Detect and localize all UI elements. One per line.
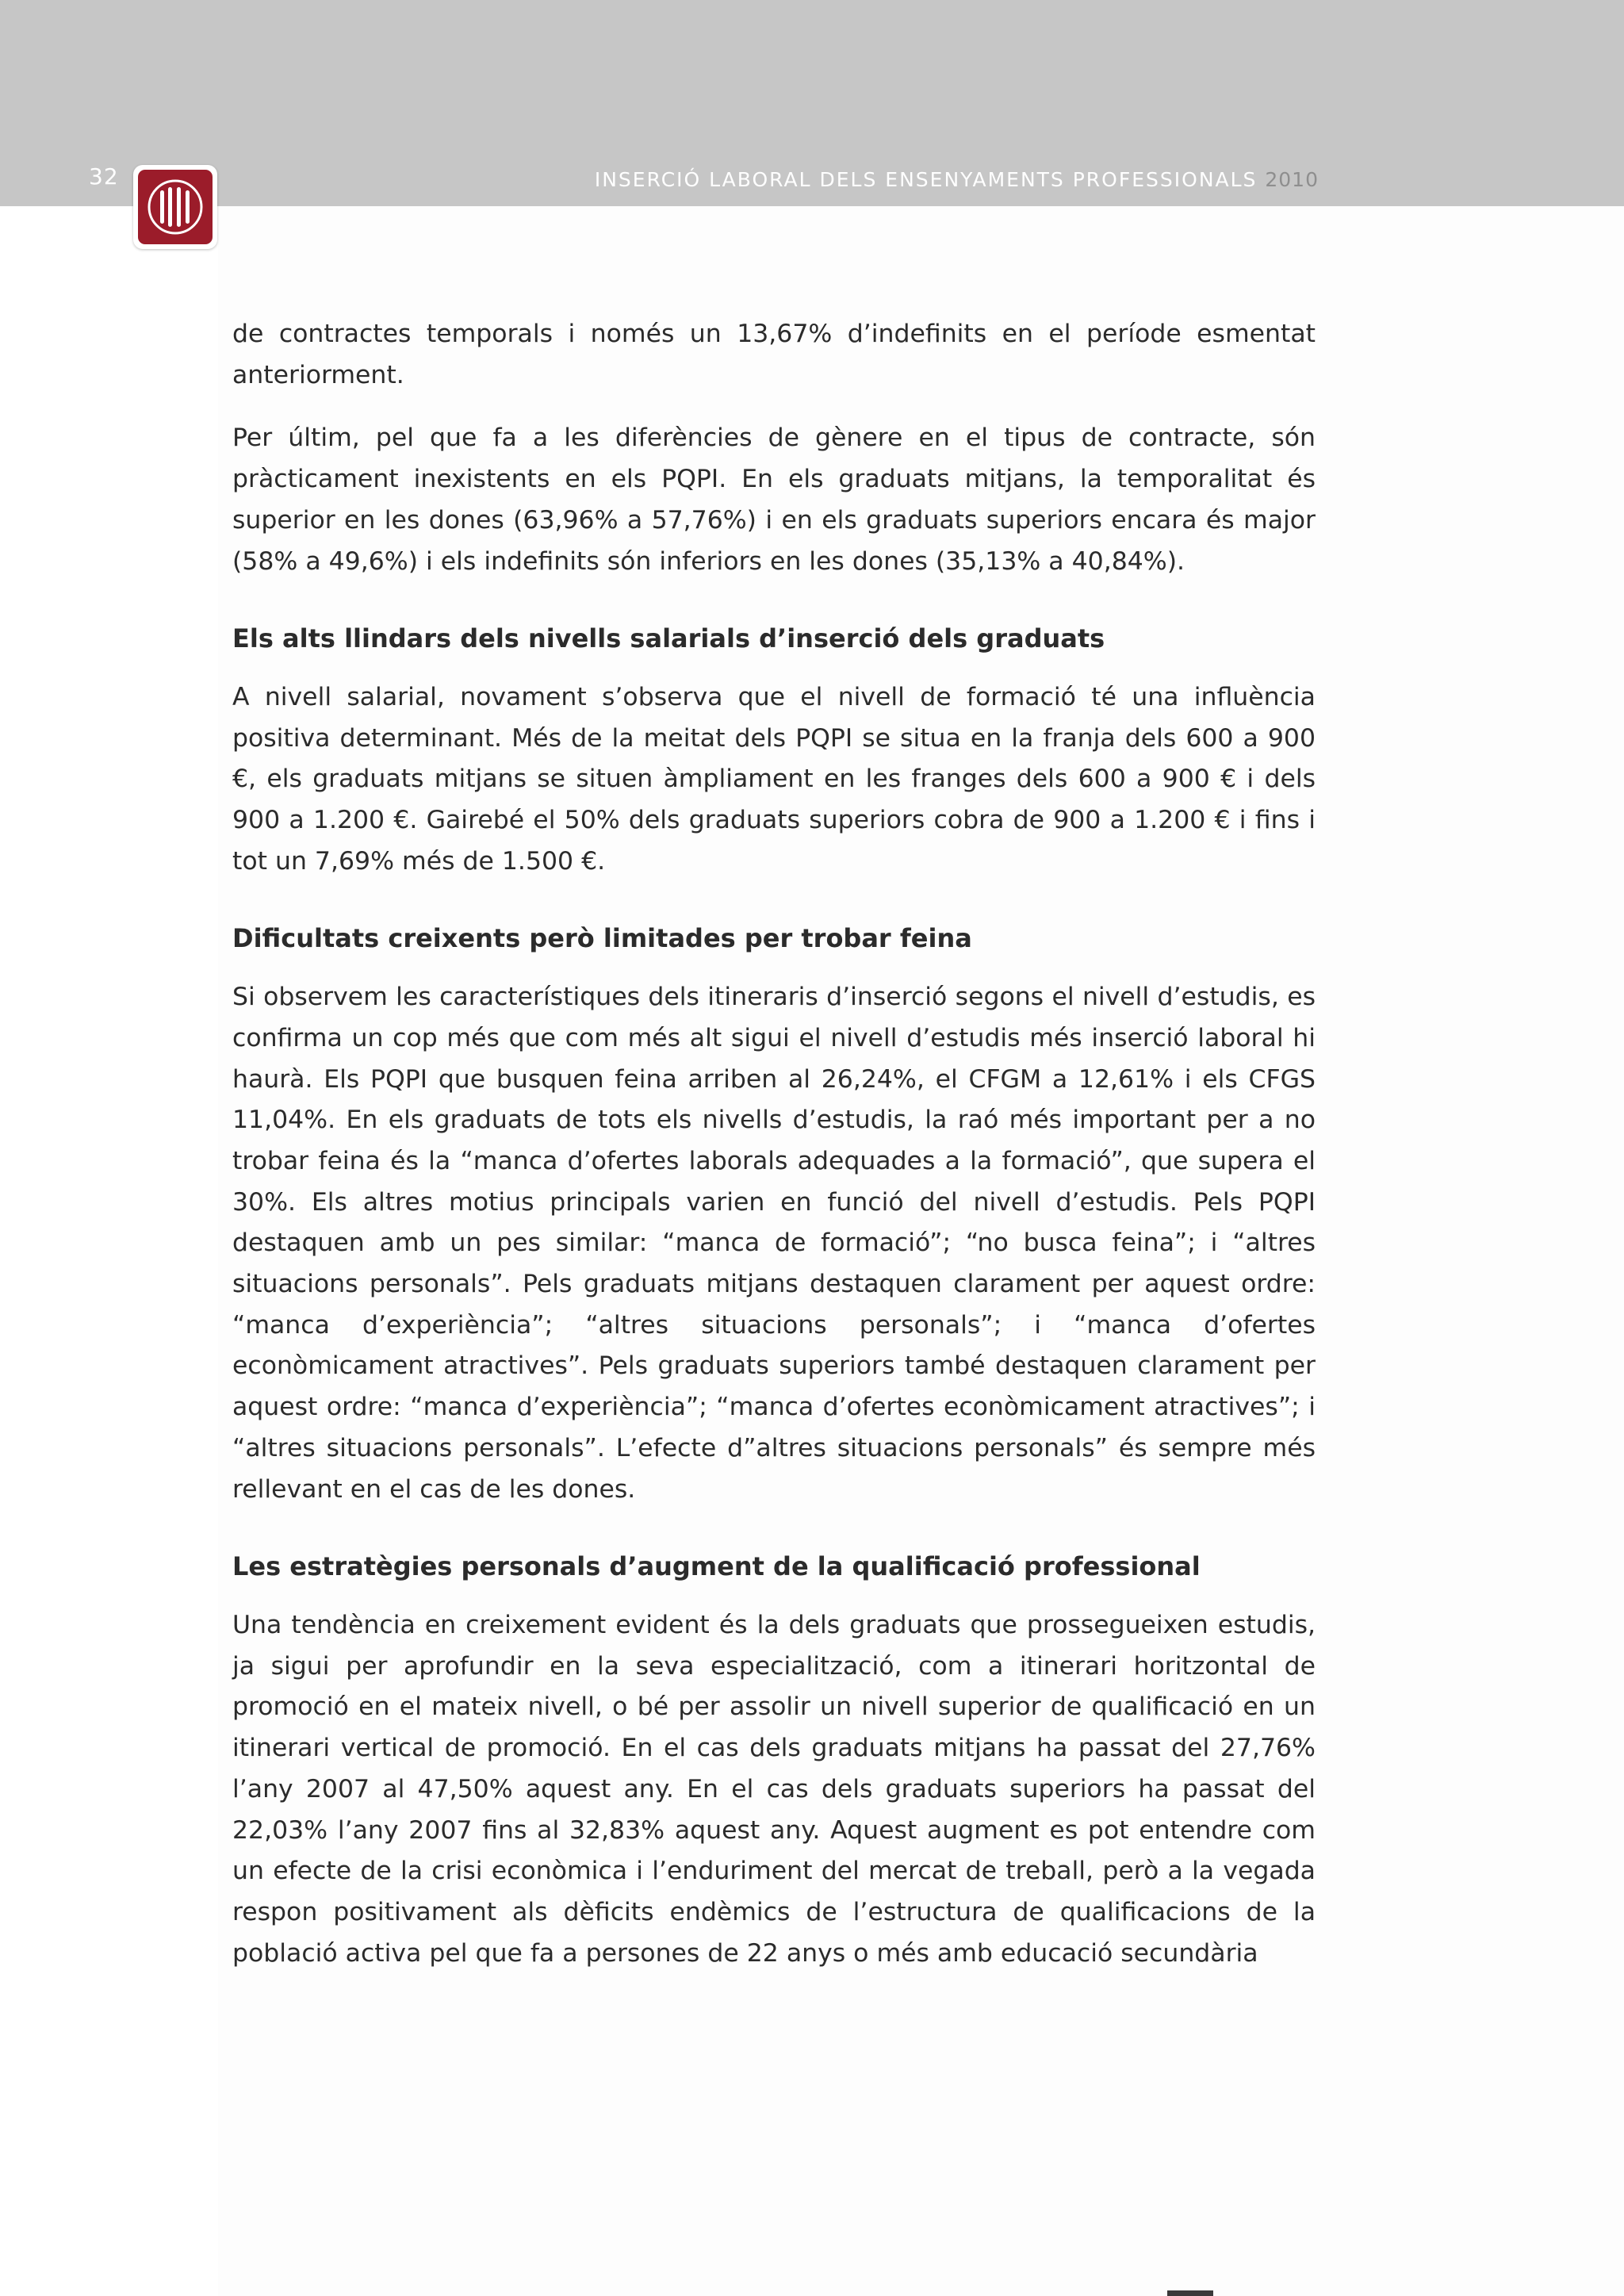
main-content xyxy=(232,314,1316,1974)
running-title-year: 2010 xyxy=(1265,168,1319,191)
seal-stripes-icon xyxy=(138,170,213,244)
paragraph-qualification: Una tendència en creixement evident és la dels graduats que prossegueixen estudis, ja sigui per aprofundir en la seva especialització, com a itinerari horitzontal de promoció en el mateix nivell, o bé per assolir un nivell superior de qualificació en un itinerari vertical de promoció. En el cas dels graduats mitjans ha passat del 27,76% l’any 2007 al 47,50% aquest any. En el cas dels graduats superiors ha passat del 22,03% l’any 2007 fins al 32,83% aquest any. Aquest augment es pot entendre com un efecte de la crisi econòmica i l’enduriment del mercat de treball, però a la vegada respon positivament als dèficits endèmics de l’estructura de qualificacions de la població activa pel que fa a persones de 22 anys o més amb educació secundària xyxy=(232,1610,1316,1968)
page-bottom-mark xyxy=(1167,2290,1213,2296)
heading-qualification-strategies: Les estratègies personals d’augment de la qualificació professional xyxy=(232,1551,1201,1582)
running-title-text: INSERCIÓ LABORAL DELS ENSENYAMENTS PROFESSIONALS xyxy=(594,168,1258,191)
paragraph-salary: A nivell salarial, novament s’observa que el nivell de formació té una influència positiva determinant. Més de la meitat dels PQPI se situa en la franja dels 600 a 900 €, els graduats mitjans se situen àmpliament en les franges dels 600 a 900 € i dels 900 a 1.200 €. Gairebé el 50% dels graduats superiors cobra de 900 a 1.200 € i fins i tot un 7,69% més de 1.500 €. xyxy=(232,682,1316,876)
catalan-government-seal-icon xyxy=(133,165,217,249)
heading-salary-levels: Els alts llindars dels nivells salarials d’inserció dels graduats xyxy=(232,623,1105,654)
page-number: 32 xyxy=(89,163,119,190)
paragraph-contracts: de contractes temporals i només un 13,67% d’indefinits en el període esmentat anteriorment. xyxy=(232,320,1316,389)
paragraph-job-search: Si observem les característiques dels itineraris d’inserció segons el nivell d’estudis, es confirma un cop més que com més alt sigui el nivell d’estudis més inserció laboral hi haurà. Els PQPI que busquen feina arriben al 26,24%, el CFGM a 12,61% i els CFGS 11,04%. En els graduats de tots els nivells d’estudis, la raó més important per a no trobar feina és la “manca d’ofertes laborals adequades a la formació”, que supera el 30%. Els altres motius principals varien en funció del nivell d’estudis. Pels PQPI destaquen amb un pes similar: “manca de formació”; “no busca feina”; i “altres situacions personals”. Pels graduats mitjans destaquen clarament per aquest ordre: “manca d’experiència”; “altres situacions personals”; i “manca d’ofertes econòmicament atractives”. Pels graduats superiors també destaquen clarament per aquest ordre: “manca d’experiència”; “manca d’ofertes econòmicament atractives”; i “altres situacions personals”. L’efecte d”altres situacions personals” és sempre més rellevant en el cas de les dones. xyxy=(232,983,1316,1504)
running-title xyxy=(595,168,1319,191)
heading-job-search: Dificultats creixents però limitades per trobar feina xyxy=(232,923,972,954)
paragraph-gender-differences: Per últim, pel que fa a les diferències de gènere en el tipus de contracte, són pràcticament inexistents en els PQPI. En els graduats mitjans, la temporalitat és superior en les dones (63,96% a 57,76%) i en els graduats superiors encara és major (58% a 49,6%) i els indefinits són inferiors en les dones (35,13% a 40,84%). xyxy=(232,424,1316,576)
header-band xyxy=(0,0,1624,206)
logo-background xyxy=(138,170,213,244)
page-margin xyxy=(0,0,218,2296)
